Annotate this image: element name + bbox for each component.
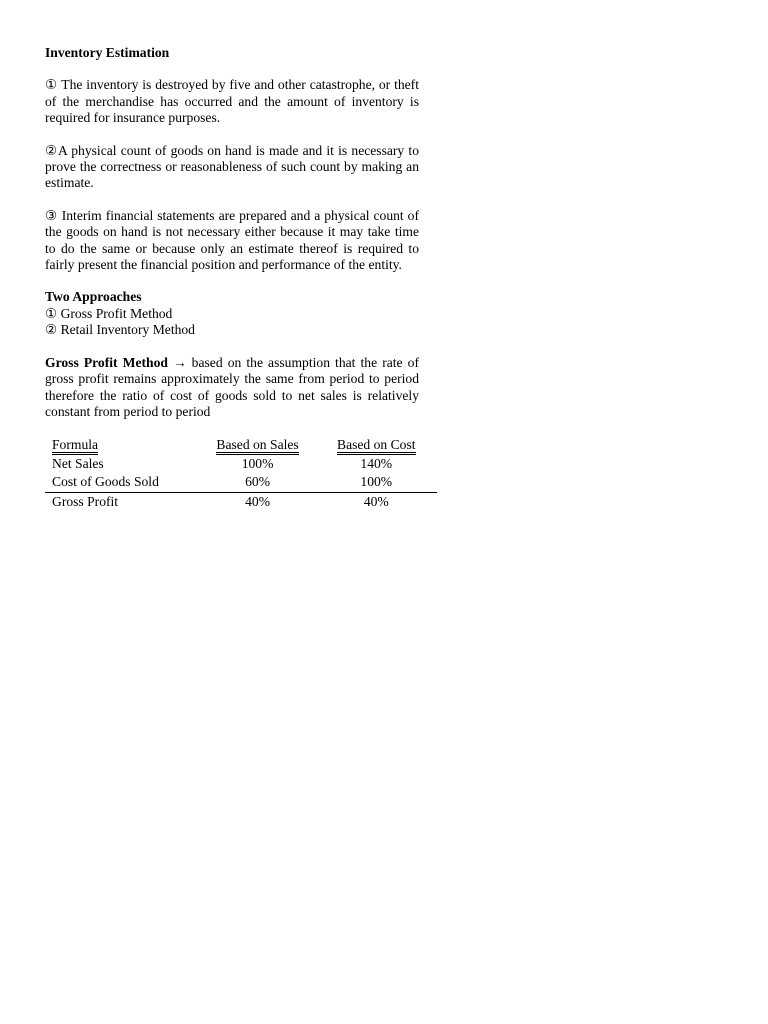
- gross-profit-paragraph: [45, 355, 419, 421]
- row-label-cogs: Cost of Goods Sold: [45, 473, 200, 492]
- cogs-based-on-sales: 60%: [200, 473, 316, 492]
- approach-item-gross-profit: ① Gross Profit Method: [45, 305, 173, 321]
- header-based-on-sales: Based on Sales: [216, 437, 298, 455]
- gross-profit-based-on-sales: 40%: [245, 493, 271, 509]
- table-header-row: [45, 436, 437, 454]
- gross-profit-term: Gross Profit Method: [45, 354, 168, 370]
- table-row: [45, 473, 437, 492]
- paragraph-catastrophe: ① The inventory is destroyed by five and other catastrophe, or theft of the merchandise has occurred and the amount of inventory is required for insurance purposes.: [45, 77, 419, 126]
- approach-item-retail-inventory: ② Retail Inventory Method: [45, 322, 195, 338]
- header-based-on-cost: Based on Cost: [337, 437, 416, 455]
- row-label-gross-profit: Gross Profit: [52, 493, 119, 509]
- net-sales-based-on-cost: 140%: [360, 455, 393, 471]
- arrow-icon: →: [173, 354, 187, 370]
- paragraph-physical-count: ②A physical count of goods on hand is made and it is necessary to prove the correctness or reasonableness of such count by making an estimate.: [45, 142, 419, 191]
- approaches-section: [45, 289, 419, 338]
- paragraph-interim-statements: ③ Interim financial statements are prepared and a physical count of the goods on hand is not necessary either because it may take time to do the same or because only an estimate thereof is required to fairly present the financial position and performance of the entity.: [45, 207, 419, 273]
- row-label-net-sales: Net Sales: [52, 455, 104, 471]
- header-formula: Formula: [52, 437, 98, 455]
- document-title: Inventory Estimation: [45, 45, 170, 60]
- cogs-based-on-cost: 100%: [316, 473, 437, 492]
- approaches-heading: Two Approaches: [45, 289, 142, 305]
- gross-profit-description: based on the assumption that the rate of gross profit remains approximately the same from period to period therefore the ratio of cost of goods sold to net sales is relatively constant from period to period: [45, 354, 419, 419]
- formula-table: [45, 436, 437, 511]
- gross-profit-based-on-cost: 40%: [363, 493, 389, 509]
- net-sales-based-on-sales: 100%: [241, 455, 274, 471]
- table-row: [45, 455, 437, 473]
- document-page: [45, 45, 419, 511]
- table-row: [45, 492, 437, 511]
